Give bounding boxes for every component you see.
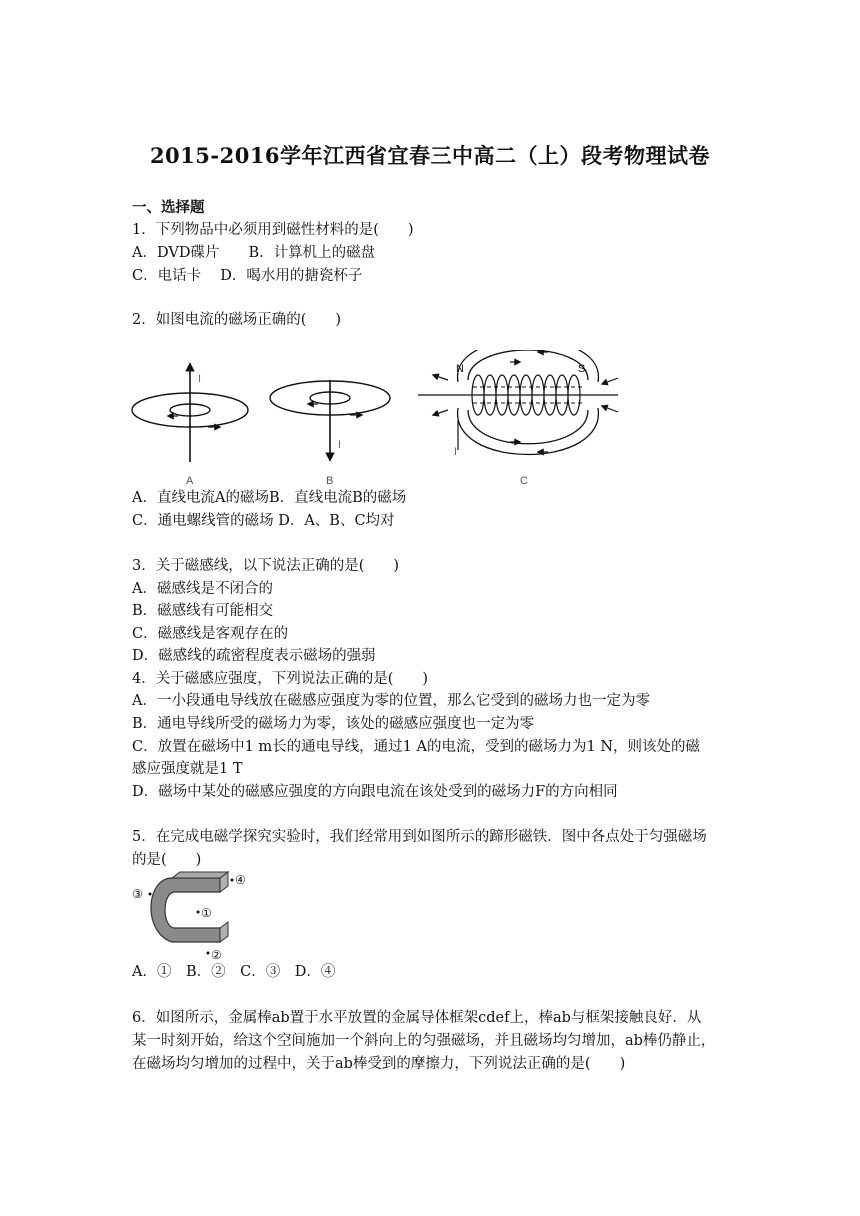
q3-option-b: B．磁感线有可能相交 [132,603,274,619]
point-2-label: ② [211,948,222,960]
pole-n-label: N [456,363,464,375]
q2-options-cd: C．通电螺线管的磁场 D．A、B、C均对 [132,513,395,529]
q2-magnetic-field-figure [128,350,628,490]
point-1-label: ① [201,906,212,920]
q2-stem: 2．如图电流的磁场正确的( ) [132,312,342,328]
figure-c-label: C [520,475,528,487]
q6-line3: 在磁场均匀增加的过程中，关于ab棒受到的摩擦力，下列说法正确的是( ) [132,1056,626,1072]
q3-option-a: A．磁感线是不闭合的 [132,581,273,597]
figure-c-solenoid [418,350,618,487]
figure-a-current-label: I [198,373,202,385]
q4-option-a: A．一小段通电导线放在磁感应强度为零的位置，那么它受到的磁场力也一定为零 [132,693,650,709]
q6-line1: 6．如图所示，金属棒ab置于水平放置的金属导体框架cdef上，棒ab与框架接触良好．从 [132,1010,702,1026]
q4-stem: 4．关于磁感应强度，下列说法正确的是( ) [132,671,429,687]
point-4-label: ④ [235,873,246,887]
point-3-label: ③ [132,887,143,901]
figure-a-label: A [186,475,194,487]
figure-b-label: B [326,475,334,487]
figure-b-straight-current [270,380,390,487]
q6-line2: 某一时刻开始，给这个空间施加一个斜向上的匀强磁场，并且磁场均匀增加，ab棒仍静止， [132,1033,716,1049]
q1-options-ab: A．DVD碟片 B．计算机上的磁盘 [132,245,376,261]
q1-stem: 1．下列物品中必须用到磁性材料的是( ) [132,222,414,238]
q5-stem-line1: 5．在完成电磁学探究实验时，我们经常用到如图所示的蹄形磁铁．图中各点处于匀强磁场 [132,829,707,845]
q5-options: A．① B．② C．③ D．④ [132,964,336,980]
q3-option-d: D．磁感线的疏密程度表示磁场的强弱 [132,648,376,664]
q4-option-b: B．通电导线所受的磁场力为零，该处的磁感应强度也一定为零 [132,716,535,732]
q4-option-d: D．磁场中某处的磁感应强度的方向跟电流在该处受到的磁场力F的方向相同 [132,784,618,800]
figure-c-current-label: I [454,446,458,458]
page-title: 2015-2016学年江西省宜春三中高二（上）段考物理试卷 [149,143,711,168]
q3-stem: 3．关于磁感线，以下说法正确的是( ) [132,558,400,574]
q2-options-ab: A．直线电流A的磁场B．直线电流B的磁场 [132,490,407,506]
q1-options-cd: C．电话卡 D．喝水用的搪瓷杯子 [132,268,363,284]
q5-horseshoe-magnet-figure [128,870,258,960]
figure-a-straight-current [132,364,248,487]
q3-option-c: C．磁感线是客观存在的 [132,626,289,642]
section-heading: 一、选择题 [132,199,205,216]
pole-s-label: S [578,363,586,375]
q4-option-c-line1: C．放置在磁场中1 m长的通电导线，通过1 A的电流，受到的磁场力为1 N，则该处的磁 [132,739,701,755]
figure-b-current-label: I [338,439,342,451]
q5-stem-line2: 的是( ) [132,852,202,868]
q4-option-c-line2: 感应强度就是1 T [132,761,243,777]
